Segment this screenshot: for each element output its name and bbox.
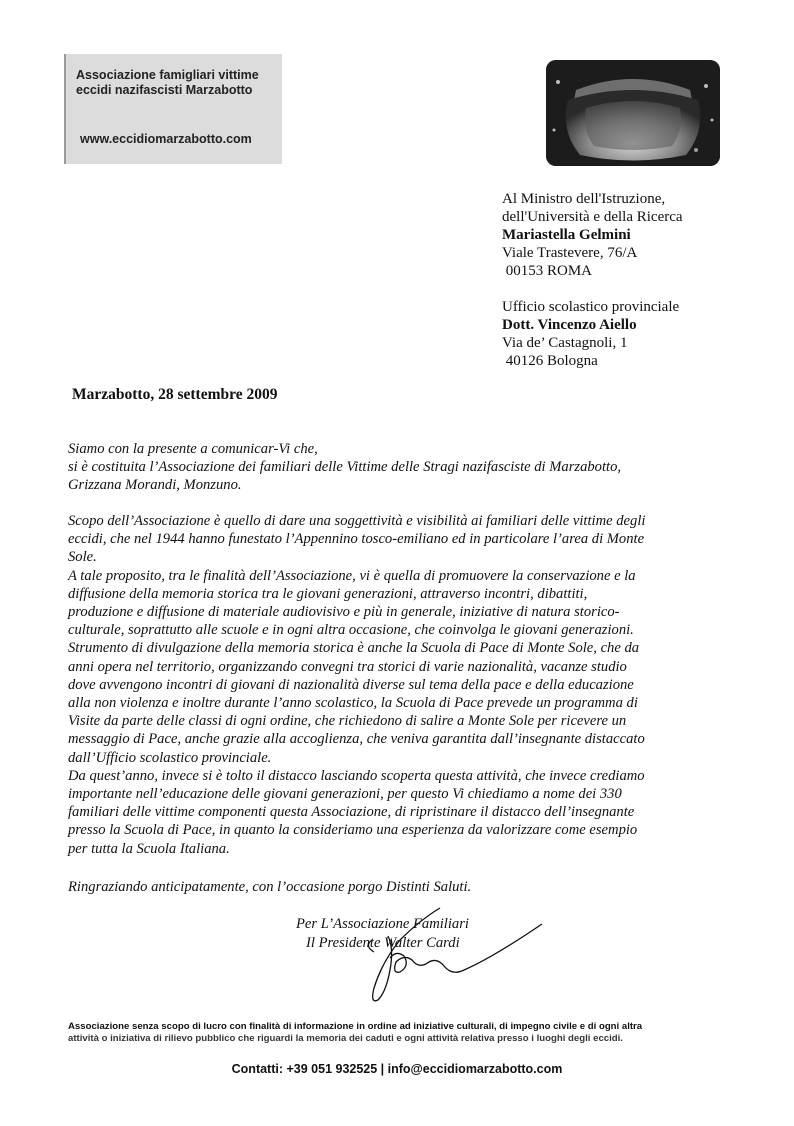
association-name (76, 68, 276, 98)
body-paragraph-2 (68, 512, 728, 858)
recipient-street: Viale Trastevere, 76/A (502, 245, 638, 261)
recipient-line: Al Ministro dell'Istruzione, (502, 191, 666, 207)
date-line: Marzabotto, 28 settembre 2009 (72, 386, 278, 403)
body-line: eccidi, che nel 1944 hanno funestato l’Appennino tosco-emiliano ed in particolare l’area di Monte (68, 531, 645, 548)
body-line: Scopo dell’Associazione è quello di dare una soggettività e visibilità ai familiari delle vittime degli (68, 513, 646, 529)
body-line: Da quest’anno, invece si è tolto il distacco lasciando scoperta questa attività, che invece crediamo (68, 767, 645, 784)
recipient-line: dell'Università e della Ricerca (502, 209, 683, 225)
body-line: Siamo con la presente a comunicar-Vi che, (68, 441, 318, 457)
body-line: per tutta la Scuola Italiana. (68, 840, 230, 857)
body-line: Strumento di divulgazione della memoria storica è anche la Scuola di Pace di Monte Sole, che da (68, 640, 640, 657)
body-line: dove avvengono incontri di giovani di nazionalità diverse sul tema della pace e della educazione (68, 676, 634, 693)
recipient-address-office (502, 298, 679, 370)
body-line: anni opera nel territorio, organizzando convegni tra storici di varie nazionalità, vacanze studio (68, 658, 627, 675)
body-line: diffusione della memoria storica tra le giovani generazioni, attraverso incontri, dibattiti, (68, 585, 588, 602)
footer-note-line2: attività o iniziativa di rilievo pubblico che riguardi la memoria dei caduti e ogni attività relativa presso i luoghi degli eccidi. (68, 1033, 623, 1044)
body-line: presso la Scuola di Pace, in quanto la consideriamo una esperienza da valorizzare come esempio (68, 822, 638, 839)
body-line: dall’Ufficio scolastico provinciale. (68, 749, 272, 766)
footer-contacts: Contatti: +39 051 932525 | info@eccidiomarzabotto.com (231, 1062, 563, 1076)
recipient-city: 40126 Bologna (502, 353, 598, 369)
recipient-address-ministry (502, 190, 683, 280)
body-line: si è costituita l’Associazione dei familiari delle Vittime delle Stragi nazifasciste di Marzabotto, (68, 459, 622, 476)
recipient-street: Via de’ Castagnoli, 1 (502, 335, 628, 351)
body-line: alla non violenza e inoltre durante l’anno scolastico, la Scuola di Pace prevede un programma di (68, 695, 638, 712)
recipient-name: Mariastella Gelmini (502, 227, 631, 243)
monument-photo (546, 60, 720, 166)
signature-line1: Per L’Associazione Familiari (296, 916, 469, 932)
signature-line2: Il Presidente Walter Cardi (306, 935, 460, 951)
association-name-line2: eccidi nazifascisti Marzabotto (76, 83, 253, 97)
body-line: Sole. (68, 549, 97, 566)
handwritten-signature (360, 900, 560, 1010)
association-name-line1: Associazione famigliari vittime (76, 68, 259, 82)
body-line: Visite da parte delle classi di ogni ordine, che richiedono di salire a Monte Sole per ricevere un (68, 713, 627, 730)
footer-note (68, 1021, 732, 1045)
body-line: culturale, soprattutto alle scuole e in ogni altra occasione, che coinvolga le giovani generazioni. (68, 622, 634, 639)
recipient-name: Dott. Vincenzo Aiello (502, 317, 637, 333)
body-line: produzione e diffusione di materiale audiovisivo e più in generale, iniziative di natura storico- (68, 604, 620, 621)
recipient-line: Ufficio scolastico provinciale (502, 299, 680, 315)
body-line: A tale proposito, tra le finalità dell’Associazione, vi è quella di promuovere la conservazione e la (68, 567, 636, 584)
body-line: importante nell’educazione delle giovani generazioni, per questo Vi chiediamo a nome dei 330 (68, 786, 622, 803)
footer-note-line1: Associazione senza scopo di lucro con finalità di informazione in ordine ad iniziative culturali, di impegno civile e di ogni altra (68, 1021, 643, 1032)
body-paragraph-1 (68, 440, 728, 495)
body-line: messaggio di Pace, anche grazie alla accoglienza, che veniva garantita dall’insegnante distaccato (68, 731, 645, 748)
body-line: Grizzana Morandi, Monzuno. (68, 477, 242, 494)
letterhead-box (64, 54, 282, 164)
closing-line: Ringraziando anticipatamente, con l’occasione porgo Distinti Saluti. (68, 879, 472, 895)
body-line: familiari delle vittime componenti questa Associazione, di ripristinare il distacco dell’insegnante (68, 804, 635, 821)
association-website: www.eccidiomarzabotto.com (80, 132, 252, 146)
recipient-city: 00153 ROMA (502, 263, 593, 279)
